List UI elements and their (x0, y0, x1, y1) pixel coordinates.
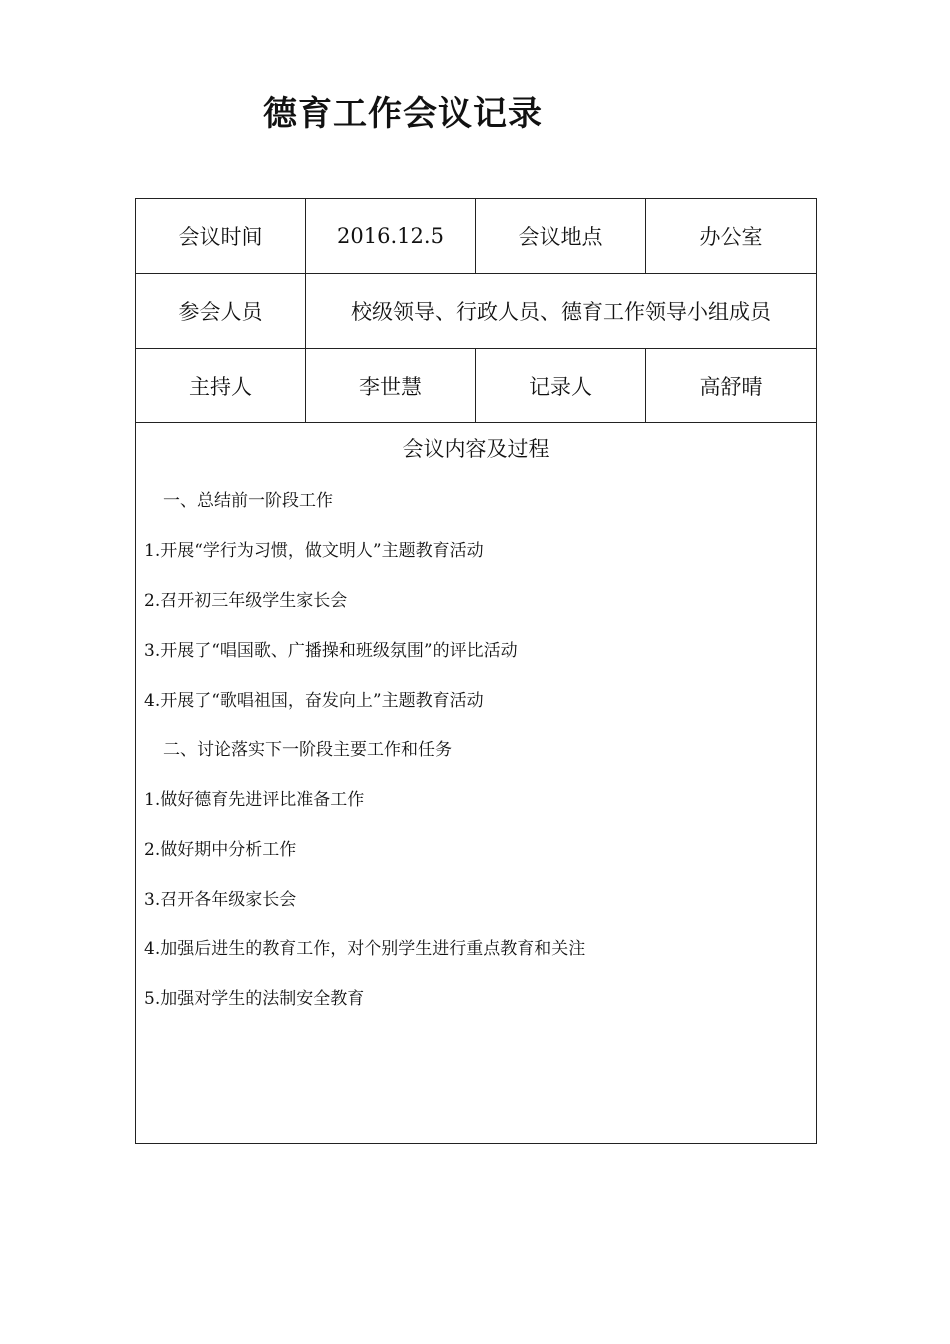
section-heading: 二、讨论落实下一阶段主要工作和任务 (163, 740, 452, 760)
meeting-content (136, 423, 816, 1143)
meeting-content-cell (136, 423, 817, 1144)
meeting-time-label: 会议时间 (136, 199, 306, 274)
list-item: 3.召开各年级家长会 (144, 890, 297, 910)
host-value: 李世慧 (306, 349, 476, 423)
table-row (136, 349, 817, 423)
list-item: 2.做好期中分析工作 (144, 840, 297, 860)
meeting-record-table (135, 198, 817, 1144)
table-row (136, 199, 817, 274)
content-heading: 会议内容及过程 (402, 437, 550, 461)
meeting-time-value: 2016.12.5 (306, 199, 476, 274)
meeting-place-value: 办公室 (646, 199, 817, 274)
recorder-value: 高舒晴 (646, 349, 817, 423)
list-item: 4.开展了“歌唱祖国，奋发向上”主题教育活动 (144, 691, 484, 711)
list-item: 2.召开初三年级学生家长会 (144, 591, 348, 611)
list-item: 4.加强后进生的教育工作，对个别学生进行重点教育和关注 (144, 939, 586, 959)
recorder-label: 记录人 (476, 349, 646, 423)
document-title: 德育工作会议记录 (263, 94, 543, 134)
table-row (136, 274, 817, 349)
meeting-place-label: 会议地点 (476, 199, 646, 274)
host-label: 主持人 (136, 349, 306, 423)
list-item: 3.开展了“唱国歌、广播操和班级氛围”的评比活动 (144, 641, 518, 661)
table-row (136, 423, 817, 1144)
attendees-value: 校级领导、行政人员、德育工作领导小组成员 (306, 274, 817, 349)
section-heading: 一、总结前一阶段工作 (163, 491, 333, 511)
list-item: 1.做好德育先进评比准备工作 (144, 790, 365, 810)
list-item: 5.加强对学生的法制安全教育 (144, 989, 365, 1009)
list-item: 1.开展“学行为习惯，做文明人”主题教育活动 (144, 541, 484, 561)
attendees-label: 参会人员 (136, 274, 306, 349)
